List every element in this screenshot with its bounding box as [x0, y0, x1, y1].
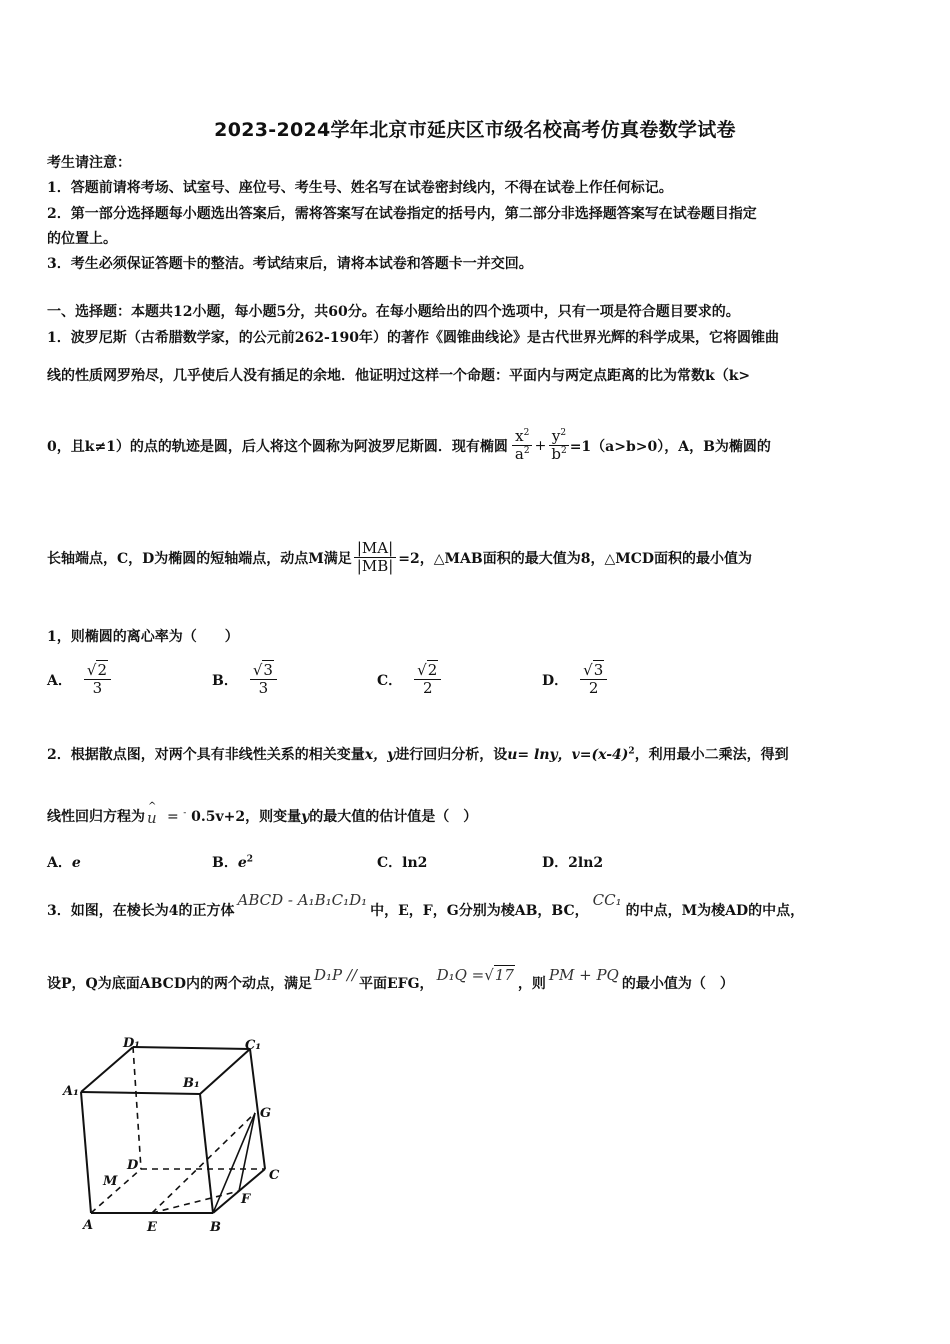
label-c: C — [269, 1168, 280, 1183]
edge-a-a1 — [81, 1092, 91, 1213]
q1-line — [47, 540, 752, 576]
q1-text: =2，△MAB面积的最大值为8，△MCD面积的最小值为 — [398, 550, 752, 567]
q2-line: 线性回归方程为 u ^ = - 0.5v+2，则变量y的最大值的估计值是（ ） — [47, 801, 478, 827]
q3-line: 设P，Q为底面ABCD内的两个动点，满足 D₁P // 平面EFG， D₁Q =√17 ，则 PM + PQ 的最小值为（ ） — [47, 966, 734, 992]
label-a: A — [83, 1218, 94, 1233]
label-m: M — [103, 1174, 118, 1189]
q2-option-d: D．2ln2 — [542, 855, 604, 871]
q3-line: 3．如图，在棱长为4的正方体ABCD - A₁B₁C₁D₁中，E，F，G分别为棱AB，BC，CC₁的中点，M为棱AD的中点， — [47, 891, 805, 919]
q2-line: 2．根据散点图，对两个具有非线性关系的相关变量x，y进行回归分析，设u= lny，$v=(x-4)^2$，利用最小二乘法，得到 — [47, 746, 789, 763]
q1-text: 0，且k≠1）的点的轨迹是圆，后人将这个圆称为阿波罗尼斯圆．现有椭圆 — [47, 438, 508, 455]
ellipse-y-fraction: $\frac{y^2}{b^2}$ — [548, 428, 569, 464]
edge-d-d1 — [133, 1047, 141, 1169]
label-e: E — [147, 1220, 157, 1235]
edge-b1-c1 — [200, 1049, 250, 1094]
q1-option-a: A． $\frac{√2}{3}$ — [47, 662, 111, 698]
q1-line: 0，且k≠1）的点的轨迹是圆，后人将这个圆称为阿波罗尼斯圆．现有椭圆 $\frac{x^2}{a^2}$ + $\frac{y^2}{b^2}$ =1（a>b>0），A，B为椭圆的 — [47, 427, 771, 464]
label-b1: B₁ — [183, 1076, 200, 1091]
notice-item: 1．答题前请将考场、试室号、座位号、考生号、姓名写在试卷密封线内，不得在试卷上作任何标记。 — [47, 180, 673, 196]
notice-item: 的位置上。 — [47, 231, 117, 247]
q2-option-c: C．ln2 — [377, 855, 428, 871]
ellipse-x-fraction: $\frac{x^2}{a^2}$ — [512, 428, 533, 464]
notice-item: 3．考生必须保证答题卡的整洁。考试结束后，请将本试卷和答题卡一并交回。 — [47, 256, 533, 272]
label-d: D — [127, 1158, 139, 1173]
section-heading: 一、选择题：本题共12小题，每小题5分，共60分。在每小题给出的四个选项中，只有一项是符合题目要求的。 — [47, 304, 740, 320]
edge-a1-d1 — [81, 1047, 133, 1092]
q1-option-c: C． $\frac{√2}{2}$ — [377, 662, 441, 698]
q1-line: 1．波罗尼斯（古希腊数学家，的公元前262-190年）的著作《圆锥曲线论》是古代世界光辉的科学成果，它将圆锥曲 — [47, 330, 779, 346]
label-f: F — [241, 1192, 251, 1207]
page-title: 2023-2024学年北京市延庆区市级名校高考仿真卷数学试卷 — [214, 119, 736, 141]
edge-a1-b1 — [81, 1092, 200, 1094]
ratio-fraction: $\frac{|MA|}{|MB|}$ — [354, 540, 397, 576]
label-a1: A₁ — [63, 1084, 79, 1099]
q1-line: 1，则椭圆的离心率为（ ） — [47, 629, 239, 645]
q1-option-d: D． $\frac{√3}{2}$ — [542, 662, 607, 698]
notice-item: 2．第一部分选择题每小题选出答案后，需将答案写在试卷指定的括号内，第二部分非选择题答案写在试卷题目指定 — [47, 206, 757, 222]
q1-option-b: B． $\frac{√3}{3}$ — [212, 662, 277, 698]
label-c1: C₁ — [245, 1038, 262, 1053]
edge-b-b1 — [200, 1094, 213, 1213]
q1-text: 长轴端点，C，D为椭圆的短轴端点，动点M满足 — [47, 550, 352, 567]
q1-text: =1（a>b>0），A，B为椭圆的 — [569, 438, 771, 455]
q2-option-a: A．e — [47, 855, 81, 871]
label-b: B — [210, 1220, 221, 1235]
q2-option-b: B．$e^2$ — [212, 854, 254, 871]
label-d1: D₁ — [123, 1036, 140, 1051]
label-g: G — [260, 1106, 272, 1121]
edge-d1-c1 — [133, 1047, 250, 1049]
q1-line: 线的性质网罗殆尽，几乎使后人没有插足的余地．他证明过这样一个命题：平面内与两定点距离的比为常数k（k> — [47, 368, 751, 384]
cube-figure — [55, 1035, 285, 1235]
notice-heading: 考生请注意： — [47, 155, 131, 171]
